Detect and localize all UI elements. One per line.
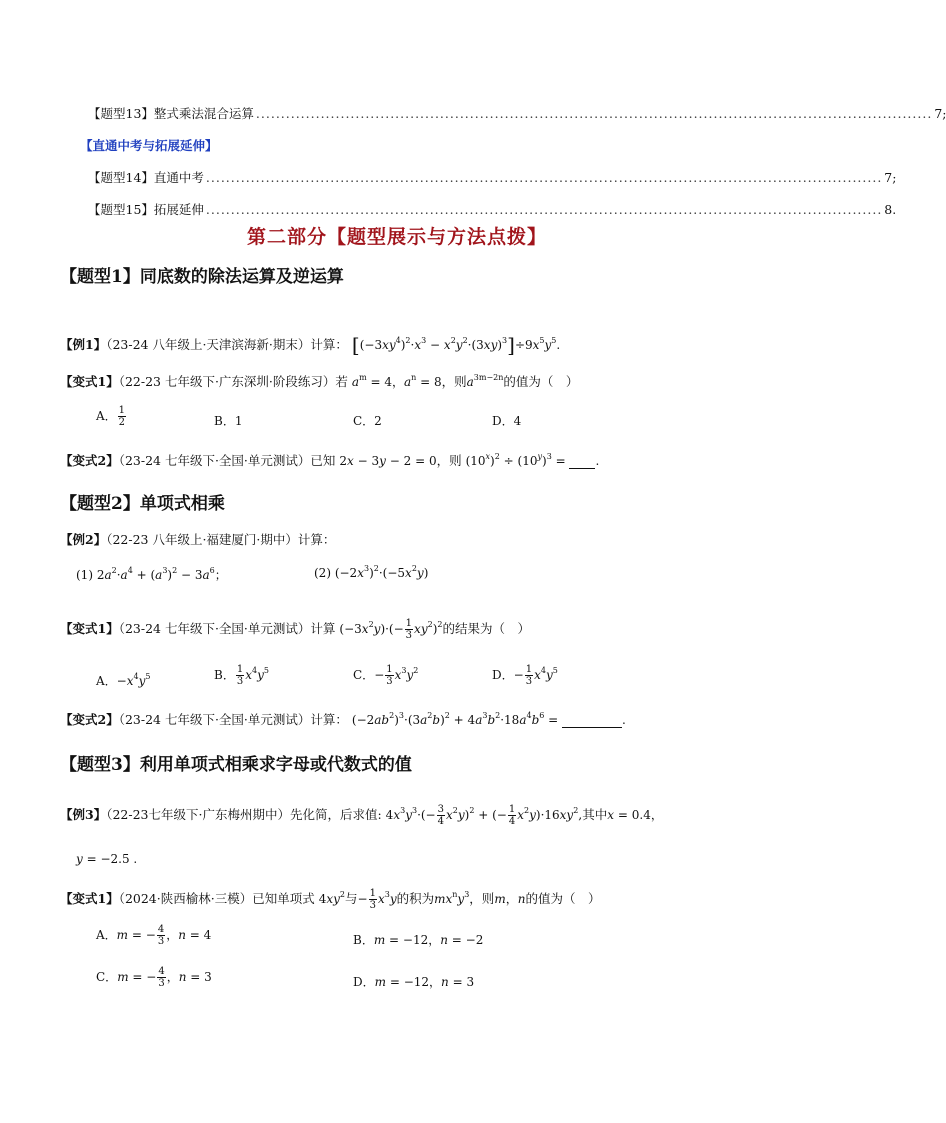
math-condition: $a^m = 4$，$a^n = 8$: [351, 373, 442, 389]
option-label: A．: [96, 928, 117, 942]
math-term: − $\frac{1}{3}$ $x^3y$: [357, 888, 397, 911]
variant-text: 的值为（ ）: [525, 891, 601, 906]
option-a[interactable]: [96, 405, 127, 428]
example-2-part-1: (1) $2a^2\cdot a^4 + (a^3)^2 - 3a^6$；: [76, 566, 227, 582]
option-label: D．: [353, 975, 375, 989]
question-type-1-title: 【题型1】同底数的除法运算及逆运算: [60, 267, 344, 287]
math-expression: $(-2ab^2)^3\cdot(3a^2b)^2 + 4a^3b^2\cdot 18a^4b^6$ = .: [351, 711, 626, 727]
variant-source: （23-24 七年级下·全国·单元测试）计算: [118, 621, 336, 636]
variant-text: 的积为: [396, 891, 435, 906]
toc-section-heading: 【直通中考与拓展延伸】: [80, 138, 218, 153]
math-expression: $a^{3m-2n}$: [466, 373, 504, 389]
example-tag: 【例2】: [60, 532, 107, 547]
option-b[interactable]: B．1: [214, 414, 243, 428]
variant-text: ，则: [469, 891, 495, 906]
question-type-2-title: 【题型2】单项式相乘: [60, 494, 225, 514]
toc-leader: ........................................................................................................................................: [205, 170, 883, 185]
math-expression: $(-3x^2y)\cdot(-$ $\frac{1}{3}$ $xy^2)^2$: [339, 618, 443, 641]
toc-page: 7;: [934, 106, 946, 121]
math-expression: $(10^x)^2 \div (10^y)^3$ = .: [465, 452, 600, 468]
example-tag: 【例1】: [60, 337, 107, 352]
math-expression: $4x^3y^3\cdot(-$ $\frac{3}{4}$ $x^2y)^2$ + (− $\frac{1}{4}$ $x^2y)\cdot 16xy^2$: [385, 804, 579, 827]
fraction: $\frac{1}{2}$: [118, 405, 126, 428]
example-source: （22-23七年级下·广东梅州期中）先化简，后求值:: [106, 807, 382, 822]
variant-text: 的结果为（ ）: [442, 621, 530, 636]
option-d[interactable]: D．4: [492, 414, 522, 428]
toc-entry-15[interactable]: [88, 200, 897, 218]
answer-blank[interactable]: [569, 454, 595, 469]
example-2: [60, 530, 335, 548]
option-b[interactable]: B． $\frac{1}{3}$ $x^4y^5$: [214, 664, 269, 687]
toc-label: 【题型13】整式乘法混合运算: [88, 106, 254, 121]
variant-tag: 【变式1】: [60, 374, 119, 389]
toc-entry-13[interactable]: [88, 104, 946, 122]
option-label: B．: [214, 668, 235, 682]
example-2-part-2: (2) $(-2x^3)^2\cdot(-5x^2y)$: [314, 564, 429, 580]
toc-page: 7;: [884, 170, 897, 185]
variant-text: ，则: [436, 453, 462, 468]
math-condition: 2x − 3y − 2 = 0: [339, 454, 437, 468]
variant-text: ，则: [441, 374, 467, 389]
option-label: A．: [96, 674, 117, 688]
answer-blank[interactable]: [562, 713, 622, 728]
option-b[interactable]: B．m = −12，n = −2: [353, 933, 484, 947]
variant-source: （2024·陕西榆林·三模）已知单项式: [118, 891, 315, 906]
option-c[interactable]: C．m = − $\frac{4}{3}$ ，n = 3: [96, 966, 212, 989]
example-tag: 【例3】: [60, 807, 107, 822]
variant-tag: 【变式1】: [60, 621, 119, 636]
option-label: A．: [96, 409, 117, 423]
example-source: （23-24 八年级上·天津滨海新·期末）计算：: [106, 337, 348, 352]
variant-2-2: [60, 710, 626, 728]
toc-entry-14[interactable]: [88, 168, 897, 186]
option-a[interactable]: A．m = − $\frac{4}{3}$ ，n = 4: [96, 924, 212, 947]
variant-source: （22-23 七年级下·广东深圳·阶段练习）若: [118, 374, 348, 389]
variant-source: （23-24 七年级下·全国·单元测试）计算：: [118, 712, 348, 727]
variant-1-2: [60, 451, 599, 469]
example-source: （22-23 八年级上·福建厦门·期中）计算：: [106, 532, 336, 547]
variant-text: 与: [344, 891, 358, 906]
variant-tag: 【变式1】: [60, 891, 119, 906]
option-label: B．: [353, 933, 374, 947]
variant-1-1: [60, 372, 578, 390]
toc-leader: ........................................................................................................................................: [255, 106, 933, 121]
option-d[interactable]: D．− $\frac{1}{3}$ $x^4y^5$: [492, 664, 558, 687]
option-label: D．: [492, 668, 514, 682]
math-expression: $[(-3xy^4)^2\cdot x^3 - x^2y^2\cdot(3xy)^3]\div 9x^5y^5$.: [351, 333, 561, 357]
part-title: 第二部分【题型展示与方法点拨】: [246, 226, 547, 248]
variant-source: （23-24 七年级下·全国·单元测试）已知: [118, 453, 336, 468]
math-term: $mx^ny^3$: [434, 890, 470, 906]
example-3-condition-y: y = −2.5 .: [76, 852, 138, 866]
question-type-3-title: 【题型3】利用单项式相乘求字母或代数式的值: [60, 755, 412, 775]
math-condition: x = 0.4，: [607, 808, 663, 822]
variant-3-1: [60, 888, 600, 911]
toc-leader: ........................................................................................................................................: [205, 202, 883, 217]
example-text: ,其中: [578, 807, 608, 822]
option-c[interactable]: C．− $\frac{1}{3}$ $x^3y^2$: [353, 664, 419, 687]
variant-tag: 【变式2】: [60, 453, 119, 468]
variant-text: 的值为（ ）: [503, 374, 579, 389]
toc-page: 8.: [884, 202, 897, 217]
option-d[interactable]: D．m = −12，n = 3: [353, 975, 475, 989]
example-1: [60, 333, 560, 357]
toc-label: 【题型14】直通中考: [88, 170, 204, 185]
option-label: C．: [96, 970, 118, 984]
variant-tag: 【变式2】: [60, 712, 119, 727]
example-3: [60, 804, 663, 827]
option-label: C．: [353, 668, 375, 682]
variant-2-1: [60, 618, 530, 641]
toc-label: 【题型15】拓展延伸: [88, 202, 204, 217]
math-term: $4xy^2$: [318, 890, 345, 906]
option-a[interactable]: A．$-x^4y^5$: [96, 672, 151, 688]
math-term: m，n: [494, 892, 526, 906]
option-c[interactable]: C．2: [353, 414, 382, 428]
